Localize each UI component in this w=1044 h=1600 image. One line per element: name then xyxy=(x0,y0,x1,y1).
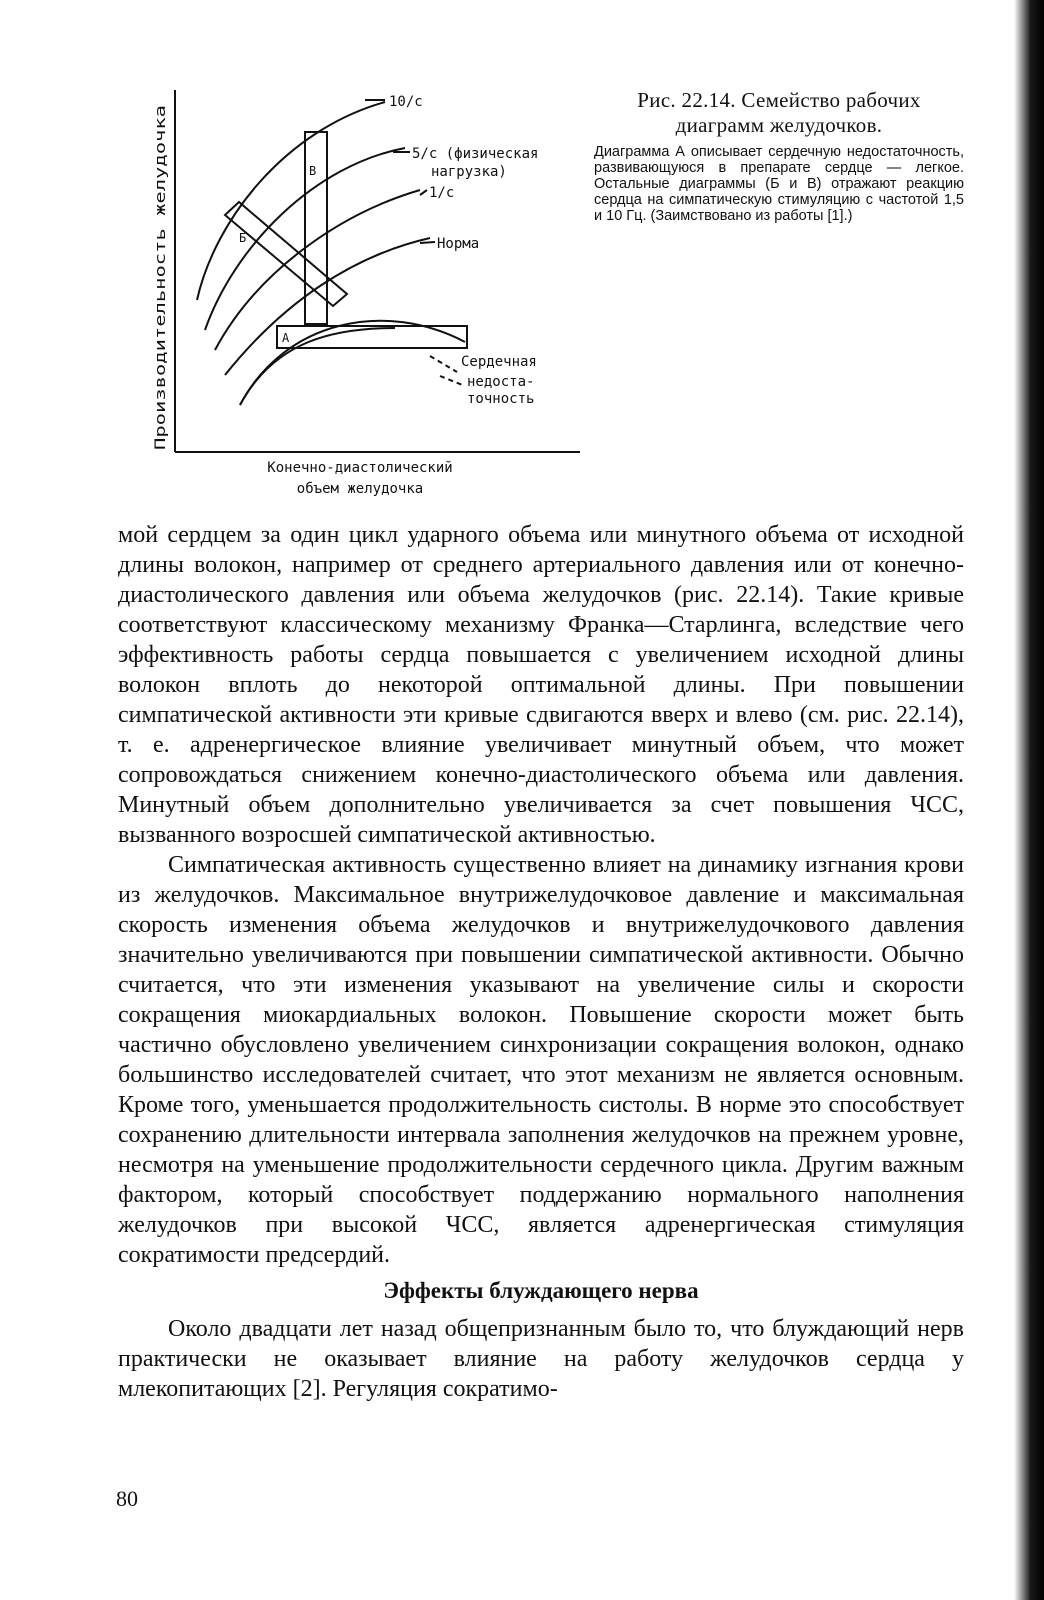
label-norm: Норма xyxy=(437,236,480,252)
paragraph-1: мой сердцем за один цикл ударного объема или минутного объема от исходной длины волокон, например от среднего артериального давления или от конечно-диастолического давления или объема желудочков (рис. 22.14). Такие кривые соответствуют классическому механизму Франка—Старлинга, вследствие чего эффективность работы сердца повышается с увеличением исходной длины волокон вплоть до некоторой оптимальной длины. При повышении симпатической активности эти кривые сдвигаются вверх и влево (см. рис. 22.14), т. е. адренергическое влияние увеличивает минутный объем, что может сопровождаться снижением конечно-диастолического объема или давления. Минутный объем дополнительно увеличивается за счет повышения ЧСС, вызванного возросшей симпатической активностью. xyxy=(118,522,964,848)
paragraph-3: Около двадцати лет назад общепризнанным было то, что блуждающий нерв практически не оказывает влияние на работу желудочков сердца у млекопитающих [2]. Регуляция сократимо- xyxy=(118,1316,964,1402)
label-1: 1/с xyxy=(429,185,455,201)
leader-failure-2 xyxy=(440,376,465,386)
ventricular-function-diagram xyxy=(135,80,595,520)
figure-22-14 xyxy=(135,80,595,520)
box-a-label: А xyxy=(282,331,290,345)
body-text xyxy=(118,520,964,1404)
label-failure-line1: Сердечная xyxy=(461,354,537,370)
label-5-line1: 5/с (физическая xyxy=(412,146,539,162)
label-5-line2: нагрузка) xyxy=(431,164,507,180)
scan-edge xyxy=(1014,0,1044,1600)
box-b-label: Б xyxy=(239,231,247,245)
y-axis-label: Производительность желудочка xyxy=(153,213,169,450)
section-heading: Эффекты блуждающего нерва xyxy=(383,1278,699,1303)
caption-text: Диаграмма А описывает сердечную недостаточность, развивающуюся в препарате сердце — легкое. Остальные диаграммы (Б и В) отражают реакцию сердца на симпатическую стимуляцию с частотой 1,5 и 10 Гц. (Заимствовано из работы [1].) xyxy=(594,144,964,224)
label-failure-line2: недоста- xyxy=(467,374,535,390)
paragraph-2: Симпатическая активность существенно влияет на динамику изгнания крови из желудочков. Максимальное внутрижелудочковое давление и максимальная скорость изменения объема желудочков и внутрижелудочкового давления значительно увеличиваются при повышении симпатической активности. Обычно считается, что эти изменения указывают на увеличение силы и скорости сокращения миокардиальных волокон. Повышение скорости может быть частично обусловлено увеличением синхронизации сокращения волокон, однако большинство исследователей считает, что этот механизм не является основным. Кроме того, уменьшается продолжительность систолы. В норме это способствует сохранению длительности интервала заполнения желудочков на прежнем уровне, несмотря на уменьшение продолжительности сердечного цикла. Другим важным фактором, который способствует поддержанию нормального наполнения желудочков при высокой ЧСС, является адренергическая стимуляция сократимости предсердий. xyxy=(118,852,964,1268)
leader-norm xyxy=(420,242,435,243)
caption-title xyxy=(594,88,964,138)
caption-title-line1: Рис. 22.14. Семейство рабочих xyxy=(637,88,921,112)
label-10: 10/с xyxy=(389,94,423,110)
leader-1 xyxy=(420,190,427,195)
box-v-label: В xyxy=(309,164,317,178)
label-failure-line3: точность xyxy=(467,391,535,407)
x-axis-label-line1: Конечно-диастолический xyxy=(267,460,453,476)
curve-failure-alt xyxy=(240,328,395,405)
x-axis-label-line2: объем желудочка xyxy=(296,481,424,497)
page-number: 80 xyxy=(116,1486,138,1511)
box-b xyxy=(225,202,347,306)
caption-title-line2: диаграмм желудочков. xyxy=(675,113,883,137)
leader-failure-1 xyxy=(430,356,457,372)
figure-caption xyxy=(594,88,964,224)
